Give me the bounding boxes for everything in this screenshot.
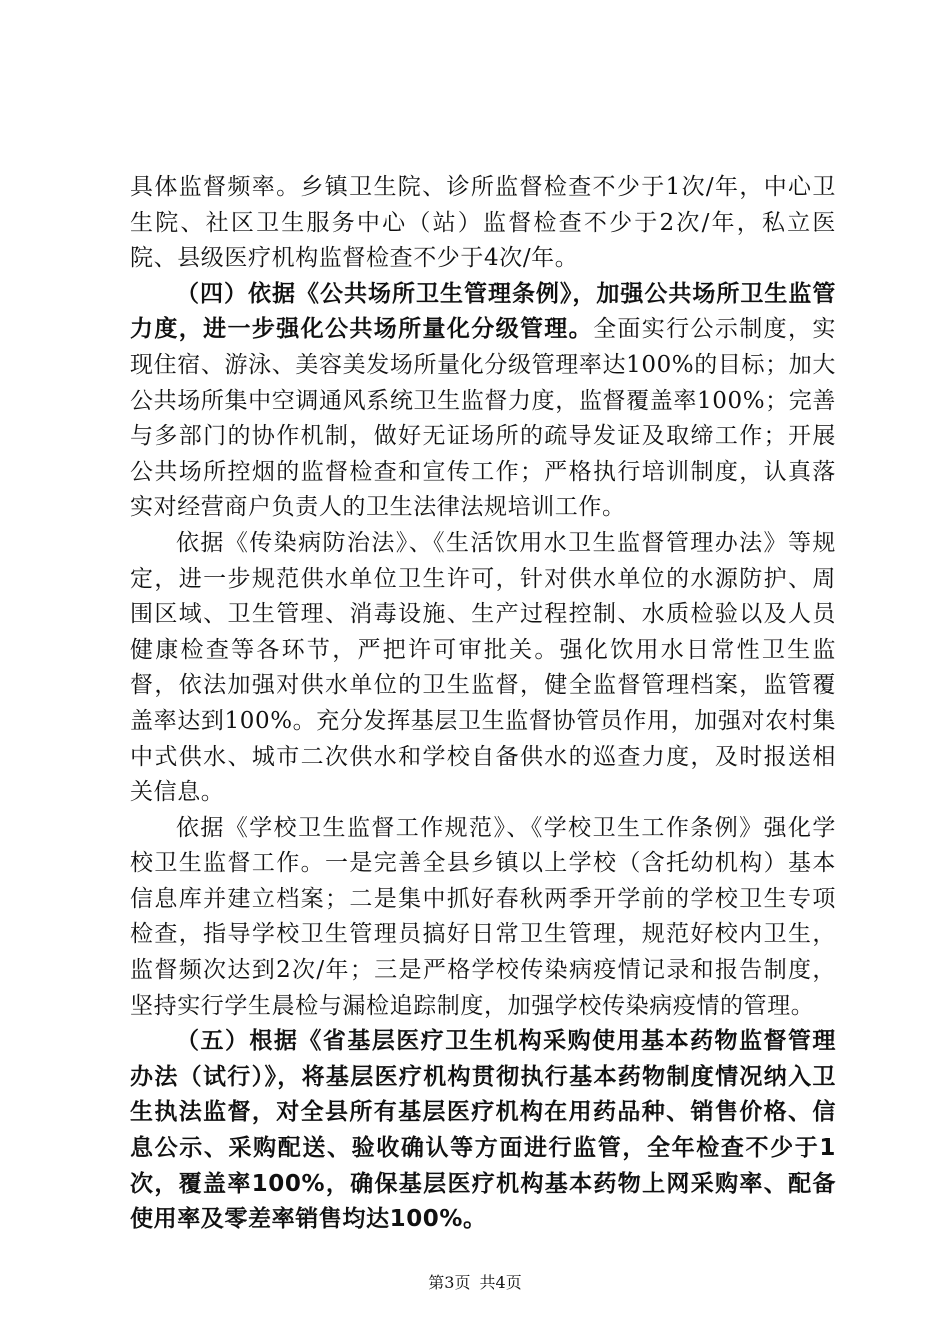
page-footer	[0, 1270, 950, 1293]
document-body	[130, 170, 836, 1238]
paragraph-heading: （四）依据《公共场所卫生管理条例》，加强公共场所卫生监管力度，进一步强化公共场所量化分级管理。	[130, 280, 836, 343]
paragraph-text: 依据《学校卫生监督工作规范》、《学校卫生工作条例》强化学校卫生监督工作。一是完善全县乡镇以上学校（含托幼机构）基本信息库并建立档案；二是集中抓好春秋两季开学前的学校卫生专项检查，指导学校卫生管理员搞好日常卫生管理，规范好校内卫生，监督频次达到2次/年；三是严格学校传染病疫情记录和报告制度，坚持实行学生晨检与漏检追踪制度，加强学校传染病疫情的管理。	[130, 814, 836, 1019]
paragraph-essential-drugs	[130, 1024, 836, 1238]
paragraph-heading: （五）根据《省基层医疗卫生机构采购使用基本药物监督管理办法（试行）》，将基层医疗机构贯彻执行基本药物制度情况纳入卫生执法监督，对全县所有基层医疗机构在用药品种、销售价格、信息公示、采购配送、验收确认等方面进行监管，全年检查不少于1次，覆盖率100%，确保基层医疗机构基本药物上网采购率、配备使用率及零差率销售均达100%。	[130, 1028, 836, 1233]
paragraph-school-health	[130, 811, 836, 1025]
paragraph-text: 全面实行公示制度，实现住宿、游泳、美容美发场所量化分级管理率达100%的目标；加大公共场所集中空调通风系统卫生监督力度，监督覆盖率100%；完善与多部门的协作机制，做好无证场所的疏导发证及取缔工作；开展公共场所控烟的监督检查和宣传工作；严格执行培训制度，认真落实对经营商户负责人的卫生法律法规培训工作。	[130, 316, 837, 521]
page-total: 共4页	[479, 1273, 522, 1292]
page-number: 第3页	[428, 1273, 471, 1292]
paragraph-drinking-water	[130, 526, 836, 811]
paragraph-public-places	[130, 277, 836, 526]
paragraph-supervision-frequency	[130, 170, 836, 277]
paragraph-text: 具体监督频率。乡镇卫生院、诊所监督检查不少于1次/年，中心卫生院、社区卫生服务中心（站）监督检查不少于2次/年，私立医院、县级医疗机构监督检查不少于4次/年。	[130, 174, 836, 272]
paragraph-text: 依据《传染病防治法》、《生活饮用水卫生监督管理办法》等规定，进一步规范供水单位卫生许可，针对供水单位的水源防护、周围区域、卫生管理、消毒设施、生产过程控制、水质检验以及人员健康检查等各环节，严把许可审批关。强化饮用水日常性卫生监督，依法加强对供水单位的卫生监督，健全监督管理档案，监管覆盖率达到100%。充分发挥基层卫生监督协管员作用，加强对农村集中式供水、城市二次供水和学校自备供水的巡查力度，及时报送相关信息。	[130, 529, 836, 806]
